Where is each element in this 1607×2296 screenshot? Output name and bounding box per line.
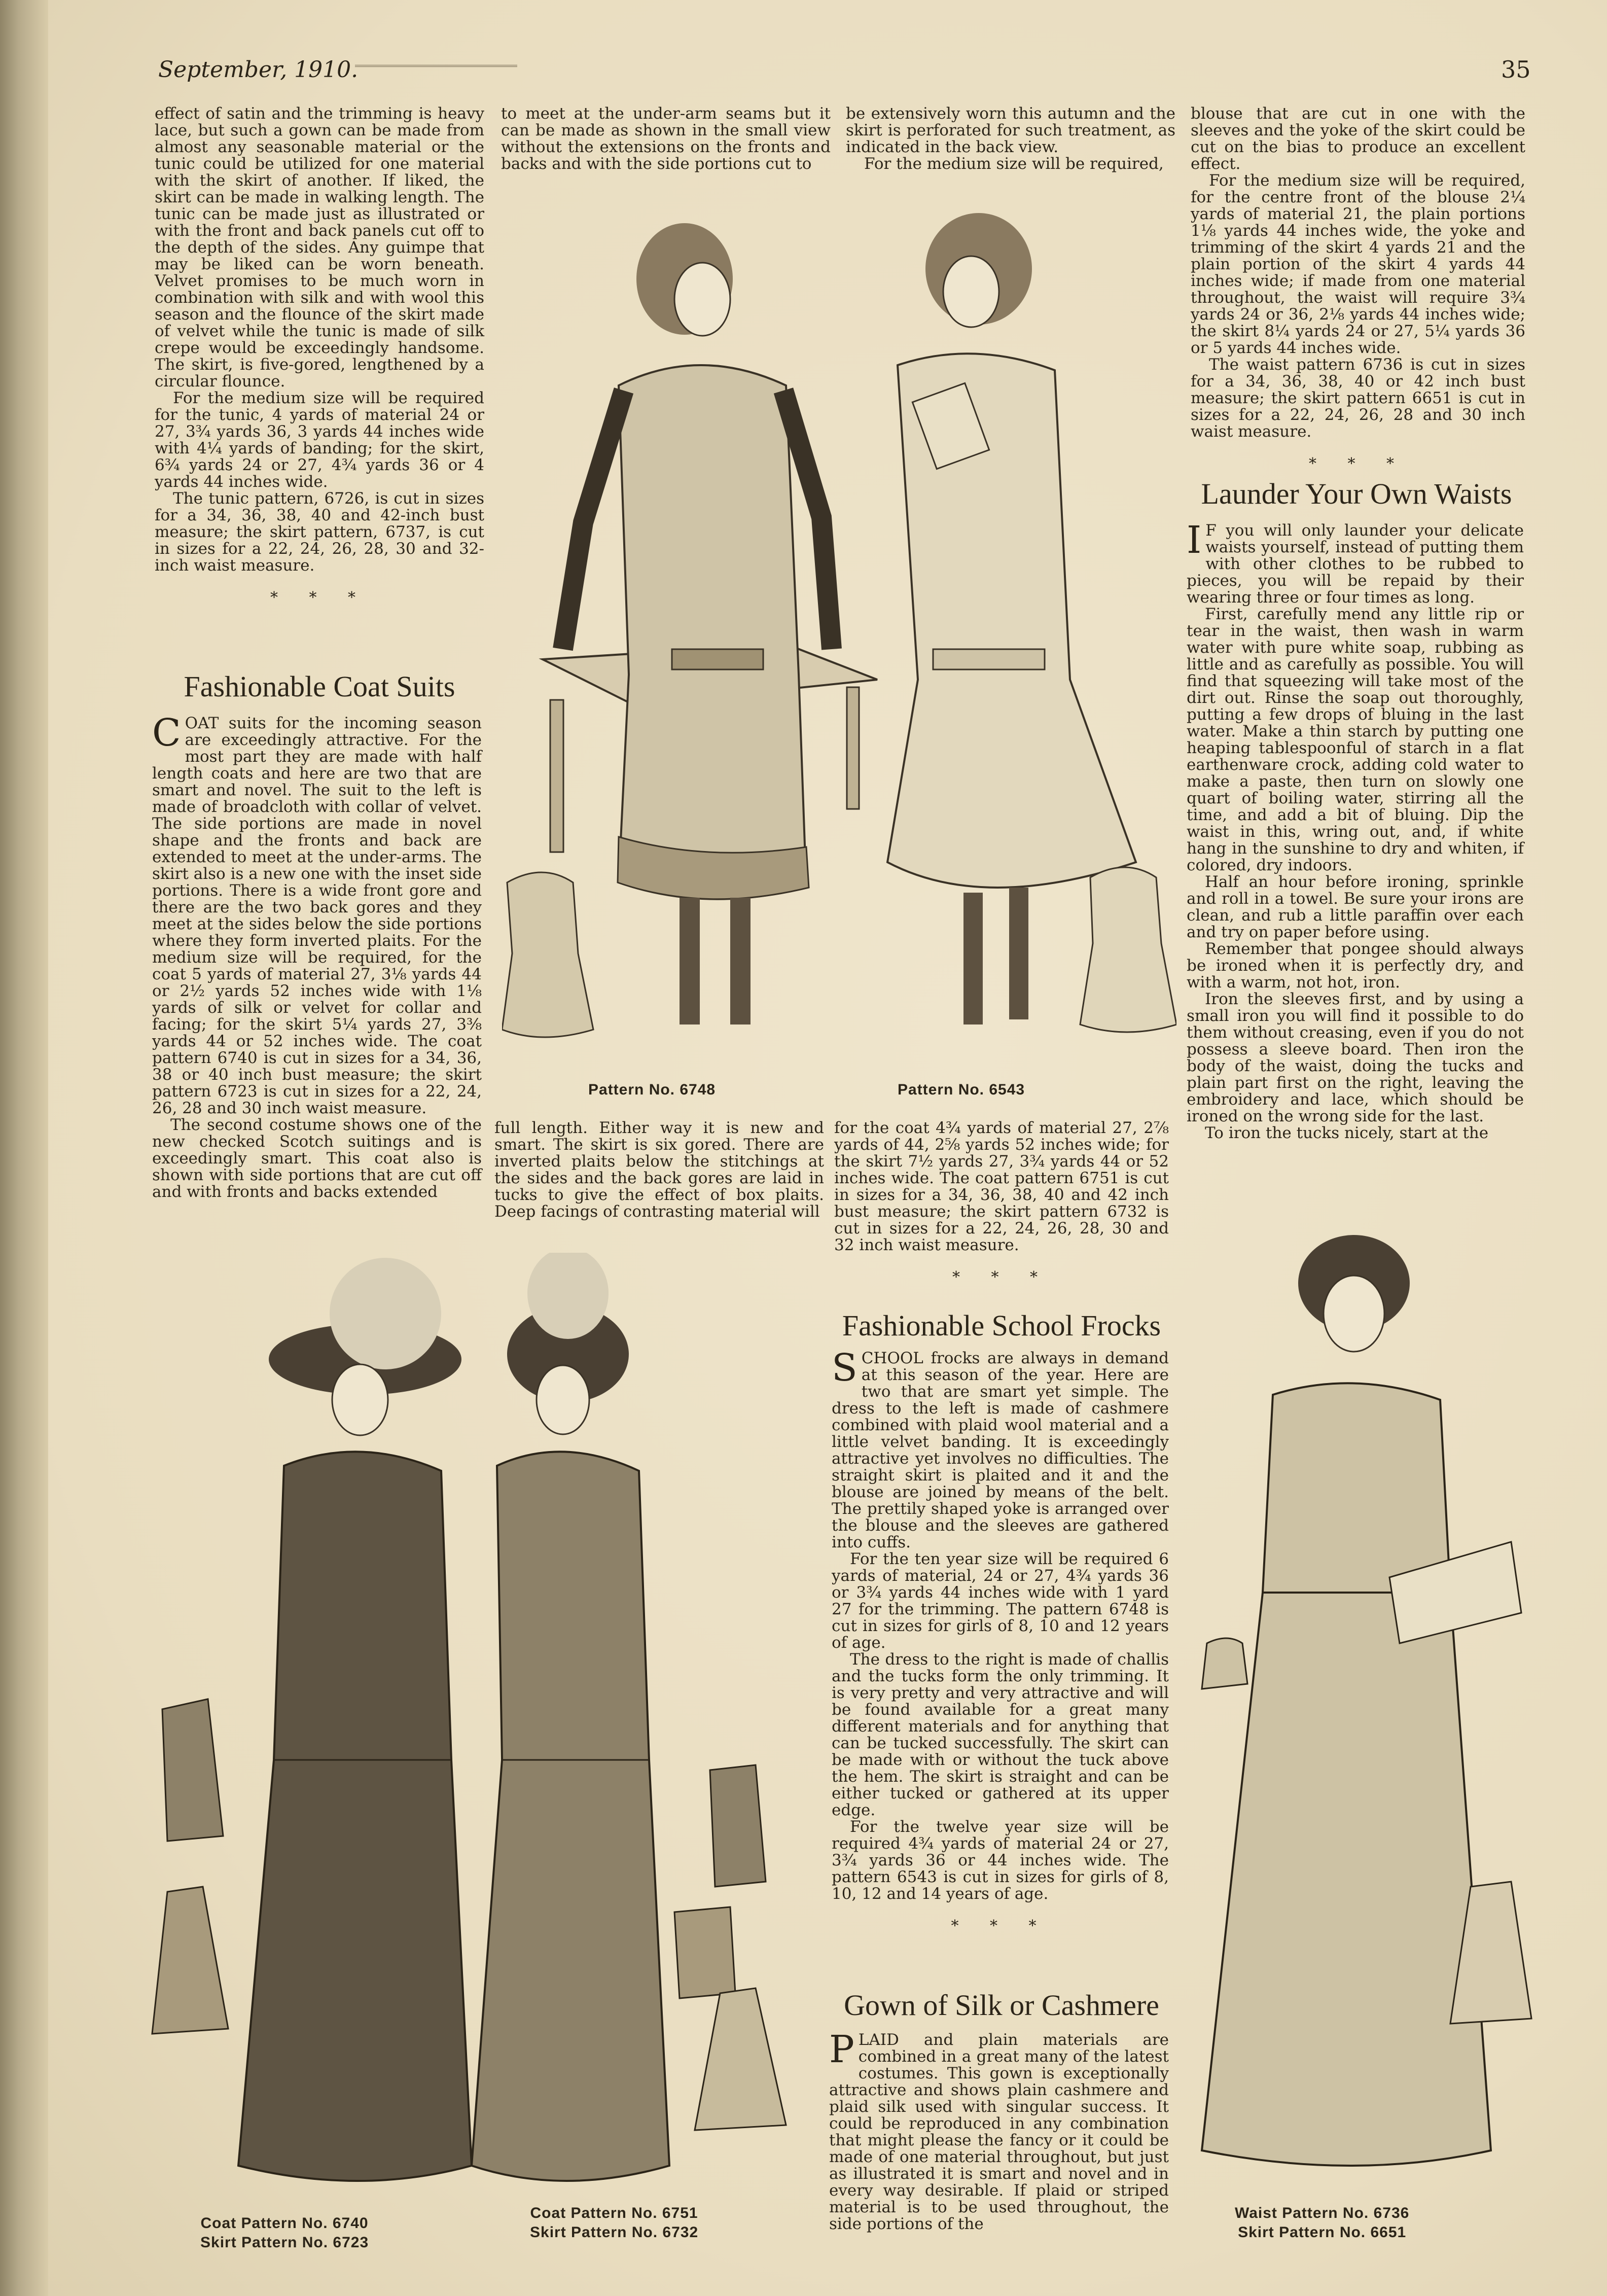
drop-cap: S xyxy=(832,1346,858,1390)
heading-school-frocks: Fashionable School Frocks xyxy=(842,1309,1161,1342)
caption-skirt-6732: Skirt Pattern No. 6732 xyxy=(530,2224,699,2241)
caption-waist-6736: Waist Pattern No. 6736 xyxy=(1235,2205,1410,2221)
caption-waist-skirt-6736-6651 xyxy=(1235,2204,1409,2242)
paragraph: full length. Either way it is new and smart. The skirt is six gored. There are inverted plaits below the stitchings at the sides and the back gores are laid in tucks to give the effect of box plaits. Deep facings of contrasting material will xyxy=(494,1119,824,1221)
paragraph: For the medium size will be required, for the centre front of the blouse 2¼ yards of material 21, the plain portions 1⅛ yards 44 inches wide, the yoke and trimming of the skirt 4 yards 21 and the plain portion of the skirt 4 yards 44 inches wide; if made from one material throughout, the waist will require 3¾ yards 24 or 36, 2⅛ yards 44 inches wide; the skirt 8¼ yards 24 or 27, 5¼ yards 36 or 5 yards 44 inches wide. xyxy=(1191,171,1525,357)
column-3-school-frocks xyxy=(832,1346,1169,1950)
section-stars: * * * xyxy=(1308,455,1408,473)
caption-coat-skirt-6751-6732 xyxy=(530,2204,698,2242)
column-4-top xyxy=(1191,105,1525,487)
section-stars: * * * xyxy=(952,1268,1051,1286)
paragraph: I F you will only launder your delicate waists yourself, instead of putting them with other clothes to be rubbed to pieces, you will be repaid by their wearing three or four times as long. xyxy=(1187,518,1524,607)
heading-gown: Gown of Silk or Cashmere xyxy=(844,1989,1159,2022)
paragraph: be extensively worn this autumn and the skirt is perforated for such treatment, as indicated in the back view. xyxy=(846,104,1175,156)
caption-skirt-6651: Skirt Pattern No. 6651 xyxy=(1238,2224,1407,2241)
header-rule xyxy=(355,65,517,67)
heading-launder: Launder Your Own Waists xyxy=(1201,477,1512,510)
drop-cap: C xyxy=(152,711,181,755)
section-stars: * * * xyxy=(270,589,369,607)
column-1-coat-suits xyxy=(152,711,482,1201)
illustration-coat-suits xyxy=(147,1253,822,2201)
caption-coat-skirt-6740-6723 xyxy=(200,2214,369,2252)
paragraph: The second costume shows one of the new checked Scotch suitings and is exceedingly smart. This coat also is shown with side portions that are cut off and with fronts and backs extended xyxy=(152,1116,482,1201)
column-3-middle xyxy=(834,1120,1169,1301)
paragraph: For the twelve year size will be required 4¾ yards of material 24 or 27, 3¾ yards 36 or 44 inches wide. The pattern 6543 is cut in sizes for girls of 8, 10, 12 and 14 years of age. xyxy=(832,1818,1169,1903)
paragraph: For the medium size will be required, xyxy=(864,155,1164,173)
paragraph: COAT suits for the incoming season are exceedingly attractive. For the most part they are made with half length coats and here are two that are smart and novel. The suit to the left is made of broadcloth with collar of velvet. The side portions are made in novel shape and the fronts and back are extended to meet at the under-arms. The skirt also is a new one with the inset side portions. There is a wide front gore and there are the two back gores and they meet at the sides below the side portions where they form inverted plaits. For the medium size will be required, for the coat 5 yards of material 27, 3⅛ yards 44 or 2½ yards 52 inches wide with 1⅛ yards of silk or velvet for collar and facing; for the skirt 5¼ yards 27, 3⅜ yards 44 or 52 inches wide. The coat pattern 6740 is cut in sizes for a 34, 36, 38 or 40 inch bust measure; the skirt pattern 6723 is cut in sizes for a 22, 24, 26, 28 and 30 inch waist measure. xyxy=(152,711,482,1117)
caption-pattern-6543: Pattern No. 6543 xyxy=(898,1081,1025,1098)
paragraph: Half an hour before ironing, sprinkle and roll in a towel. Be sure your irons are clean, and rub a little paraffin over each and try on paper before using. xyxy=(1187,873,1524,941)
paragraph: First, carefully mend any little rip or tear in the waist, then wash in warm water with pure white soap, rubbing as little and as carefully as possible. You will find that squeezing will take most of the dirt out. Rinse the soap out thoroughly, putting a few drops of bluing in the last water. Make a thin starch by putting one heaping tablespoonful of starch in a flat earthenware crock, adding cold water to make a paste, then turn on slowly one quart of boiling water, stirring all the time, and add a bit of bluing. Dip the waist in this, wring out, and, if white hang in the sunshine to dry and whiten, if colored, dry indoors. xyxy=(1187,605,1524,874)
header-date: September, 1910. xyxy=(158,57,359,83)
paragraph: Remember that pongee should always be ironed when it is perfectly dry, and with a warm, not hot, iron. xyxy=(1187,940,1524,992)
caption-coat-6740: Coat Pattern No. 6740 xyxy=(200,2215,369,2232)
paragraph: To iron the tucks nicely, start at the xyxy=(1205,1124,1489,1142)
caption-skirt-6723: Skirt Pattern No. 6723 xyxy=(200,2234,369,2251)
paragraph: to meet at the under-arm seams but it can be made as shown in the small view without the extensions on the fronts and backs and with the side portions cut to xyxy=(501,104,831,173)
paragraph: for the coat 4¾ yards of material 27, 2⅞ yards of 44, 2⅝ yards 52 inches wide; for the skirt 7½ yards 27, 3¾ yards 44 or 52 inches wide. The coat pattern 6751 is cut in sizes for a 34, 36, 38, 40 and 42 inch bust measure; the skirt pattern 6732 is cut in sizes for a 22, 24, 26, 28, 30 and 32 inch waist measure. xyxy=(834,1119,1169,1254)
paragraph: The dress to the right is made of challis and the tucks form the only trimming. It is very pretty and very attractive and will be found available for a great many different materials and for anything that can be tucked successfully. The skirt can be made with or without the tuck above the hem. The skirt is straight and can be either tucked or gathered at its upper edge. xyxy=(832,1650,1169,1819)
column-1-top xyxy=(155,105,484,621)
drop-cap: I xyxy=(1187,518,1202,562)
paragraph: The waist pattern 6736 is cut in sizes for a 34, 36, 38, 40 or 42 inch bust measure; the skirt pattern 6651 is cut in sizes for a 22, 24, 26, 28 and 30 inch waist measure. xyxy=(1191,356,1525,441)
paragraph: For the ten year size will be required 6 yards of material, 24 or 27, 4¾ yards 36 or 3¾ yards 44 inches wide with 1 yard 27 for the trimming. The pattern 6748 is cut in sizes for girls of 8, 10 and 12 years of age. xyxy=(832,1550,1169,1652)
drop-cap: P xyxy=(829,2028,854,2071)
section-stars: * * * xyxy=(951,1917,1050,1935)
paragraph: Iron the sleeves first, and by using a small iron you will find it possible to do them without creasing, even if you do not possess a sleeve board. Then iron the body of the waist, doing the tucks and plain part first on the right, leaving the embroidery and lace, which should be ironed on the wrong side for the last. xyxy=(1187,990,1524,1125)
paragraph: blouse that are cut in one with the sleeves and the yoke of the skirt could be cut on the bias to produce an excellent effect. xyxy=(1191,104,1525,173)
heading-coat-suits: Fashionable Coat Suits xyxy=(184,670,455,703)
column-3-top xyxy=(846,105,1175,172)
caption-coat-6751: Coat Pattern No. 6751 xyxy=(530,2205,698,2221)
book-spine-shadow xyxy=(0,0,48,2296)
column-3-gown xyxy=(829,2028,1169,2233)
paragraph: effect of satin and the trimming is heavy lace, but such a gown can be made from almost any seasonable material or the tunic could be utilized for one material with the skirt of another. If liked, the skirt can be made in walking length. The tunic can be made just as illustrated or with the front and back panels cut off to the depth of the sides. Any guimpe that may be liked can be worn beneath. Velvet promises to be much worn in combination with silk and with wool this season and the flounce of the skirt made of velvet while the tunic is made of silk crepe would be exceedingly handsome. The skirt, is five-gored, lengthened by a circular flounce. xyxy=(155,104,484,391)
paragraph: The tunic pattern, 6726, is cut in sizes for a 34, 36, 38, 40 and 42-inch bust measure; the skirt pattern, 6737, is cut in sizes for a 22, 24, 26, 28, 30 and 32-inch waist measure. xyxy=(155,489,484,575)
column-2-top xyxy=(501,105,831,172)
caption-pattern-6748: Pattern No. 6748 xyxy=(588,1081,716,1098)
page-number: 35 xyxy=(1501,56,1531,83)
column-4-launder xyxy=(1187,518,1524,1142)
paragraph: SCHOOL frocks are always in demand at this season of the year. Here are two that are smart yet simple. The dress to the left is made of cashmere combined with plaid wool material and a little velvet banding. It is exceedingly attractive yet involves no difficulties. The straight skirt is plaited and it and the blouse are joined by means of the belt. The prettily shaped yoke is arranged over the blouse and the sleeves are gathered into cuffs. xyxy=(832,1346,1169,1551)
illustration-school-frocks xyxy=(502,193,1176,1080)
column-2-middle xyxy=(494,1120,824,1220)
illustration-waist-skirt xyxy=(1187,1227,1542,2186)
paragraph: For the medium size will be required for the tunic, 4 yards of material 24 or 27, 3¾ yards 36, 3 yards 44 inches wide with 4¼ yards of banding; for the skirt, 6¾ yards 24 or 27, 4¾ yards 36 or 4 yards 44 inches wide. xyxy=(155,389,484,491)
paragraph: PLAID and plain materials are combined in a great many of the latest costumes. This gown is exceptionally attractive and shows plain cashmere and plaid silk used with singular success. It could be reproduced in any combination that might please the fancy or it could be made of one material throughout, but just as illustrated it is smart and novel and in every way desirable. If plaid or striped material is to be used throughout, the side portions of the xyxy=(829,2028,1169,2233)
